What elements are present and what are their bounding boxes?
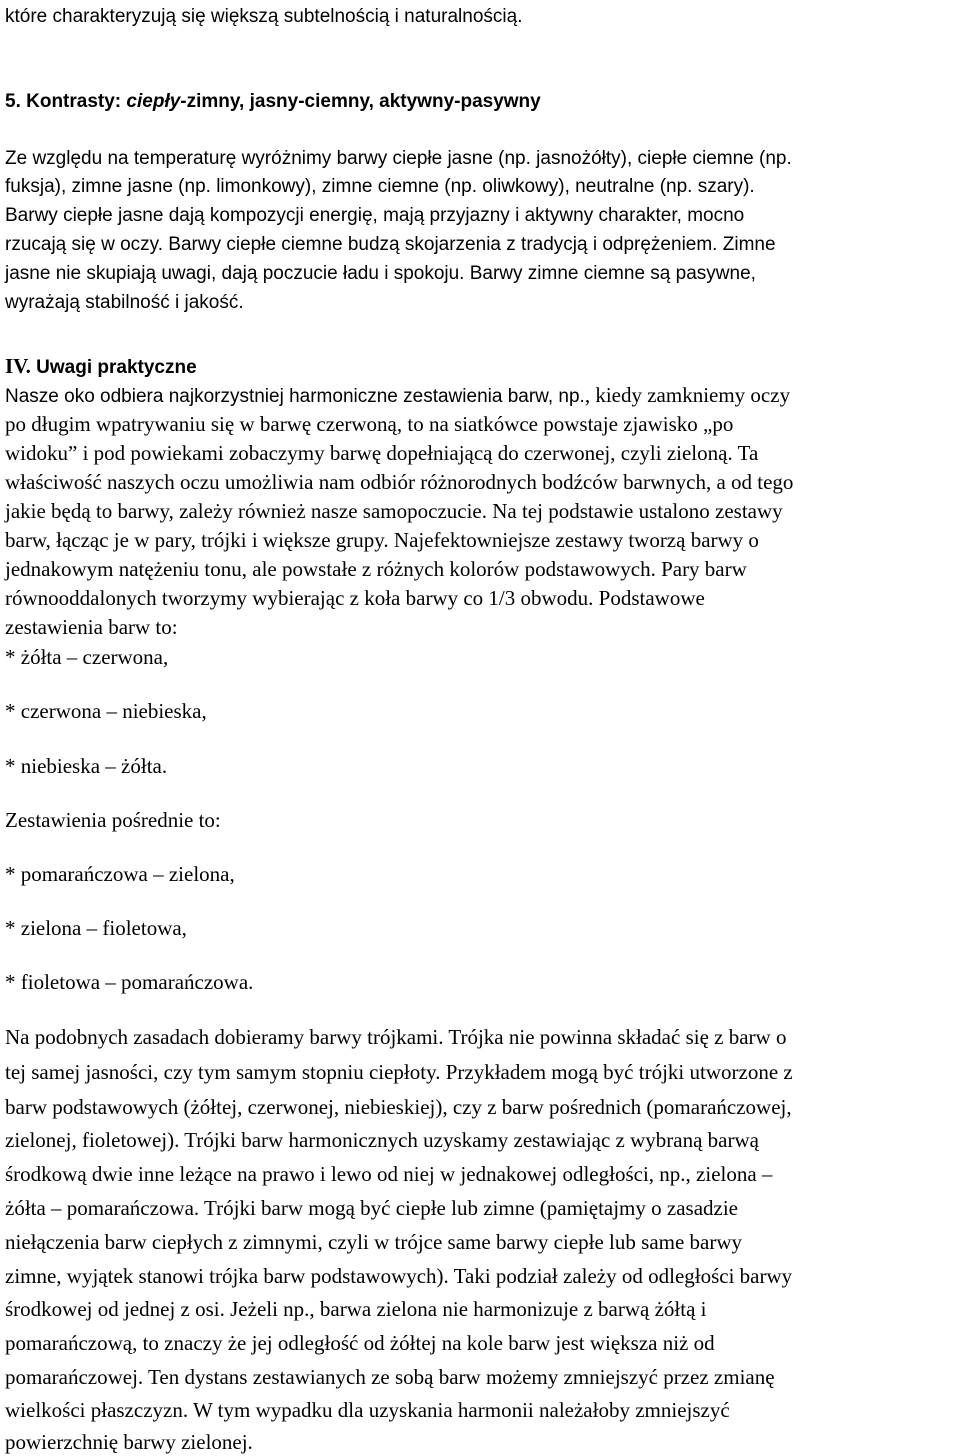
- intermediate-pair-item: * fioletowa – pomarańczowa.: [5, 970, 254, 994]
- section-iv-text-line: właściwość naszych oczu umożliwia nam odbiór różnorodnych bodźców barwnych, a od tego: [5, 470, 794, 494]
- section-5-text-line: Barwy ciepłe jasne dają kompozycji energię, mają przyjazny i aktywny charakter, mocno: [5, 205, 745, 226]
- intermediate-pair-item: * zielona – fioletowa,: [5, 916, 187, 940]
- section-5-heading-italic: ciepły: [126, 91, 181, 112]
- triads-text-line: tej samej jasności, czy tym samym stopniu ciepłoty. Przykładem mogą być trójki utworzone z: [5, 1060, 793, 1084]
- section-iv-text-line: jednakowym natężeniu tonu, ale powstałe z różnych kolorów podstawowych. Pary barw: [5, 557, 747, 581]
- triads-text-line: powierzchnię barwy zielonej.: [5, 1430, 253, 1454]
- section-iv-text-line: widoku” i pod powiekami zobaczymy barwę dopełniającą do czerwonej, czyli zieloną. Ta: [5, 441, 759, 465]
- triads-text-line: zimne, wyjątek stanowi trójka barw podstawowych). Taki podział zależy od odległości barwy: [5, 1264, 793, 1288]
- basic-pair-item: * żółta – czerwona,: [5, 645, 169, 669]
- intermediate-pair-item: * pomarańczowa – zielona,: [5, 862, 235, 886]
- triads-text-line: barw podstawowych (żółtej, czerwonej, niebieskiej), czy z barw pośrednich (pomarańczowej,: [5, 1095, 792, 1119]
- section-iv-number: IV.: [5, 354, 31, 378]
- section-iv-text-line: barw, łącząc je w pary, trójki i większe grupy. Najefektowniejsze zestawy tworzą barwy o: [5, 528, 759, 552]
- triads-text-line: Na podobnych zasadach dobieramy barwy trójkami. Trójka nie powinna składać się z barw o: [5, 1025, 787, 1049]
- triads-text-line: wielkości płaszczyzn. W tym wypadku dla uzyskania harmonii należałoby zmniejszyć: [5, 1398, 730, 1422]
- section-5-heading-prefix: 5. Kontrasty:: [5, 91, 127, 112]
- intermediate-title: Zestawienia pośrednie to:: [5, 808, 221, 832]
- triads-text-line: pomarańczową, to znaczy że jej odległość od żółtej na kole barw jest większa niż od: [5, 1331, 715, 1355]
- section-iv-first-line: [5, 381, 790, 411]
- triads-text-line: pomarańczowej. Ten dystans zestawianych ze sobą barw możemy zmniejszyć przez zmianę: [5, 1365, 775, 1389]
- section-5-text-line: fuksja), zimne jasne (np. limonkowy), zimne ciemne (np. oliwkowy), neutralne (np. szary).: [5, 176, 755, 197]
- triads-text-line: niełączenia barw ciepłych z zimnymi, czyli w trójce same barwy ciepłe lub same barwy: [5, 1230, 743, 1254]
- basic-pair-item: * czerwona – niebieska,: [5, 699, 207, 723]
- section-iv-text-line: po długim wpatrywaniu się w barwę czerwoną, to na siatkówce powstaje zjawisko „po: [5, 412, 734, 436]
- section-iv-text-line: równooddalonych tworzymy wybierając z koła barwy co 1/3 obwodu. Podstawowe: [5, 586, 705, 610]
- triads-text-line: środkową dwie inne leżące na prawo i lewo od niej w jednakowej odległości, np., zielona –: [5, 1162, 773, 1186]
- section-iv-title: Uwagi praktyczne: [36, 357, 197, 378]
- basic-pair-item: * niebieska – żółta.: [5, 754, 168, 778]
- section-5-text-line: wyrażają stabilność i jakość.: [5, 292, 244, 313]
- section-iv-text-line: jakie będą to barwy, zależy również nasze samopoczucie. Na tej podstawie ustalono zestawy: [5, 499, 783, 523]
- section-5-text-line: rzucają się w oczy. Barwy ciepłe ciemne budzą skojarzenia z tradycją i odprężeniem. Zimne: [5, 234, 776, 255]
- triads-text-line: środkowej od jednej z osi. Jeżeli np., barwa zielona nie harmonizuje z barwą żółtą i: [5, 1297, 707, 1321]
- section-5-heading: [5, 88, 541, 116]
- triads-text-line: zielonej, fioletowej). Trójki barw harmonicznych uzyskamy zestawiając z wybraną barwą: [5, 1128, 759, 1152]
- section-iv-heading: [5, 352, 197, 382]
- section-5-heading-suffix: -zimny, jasny-ciemny, aktywny-pasywny: [180, 91, 541, 112]
- section-iv-text-line: zestawienia barw to:: [5, 615, 178, 639]
- section-iv-first-line-sans: Nasze oko odbiera najkorzystniej harmoniczne zestawienia barw, np.: [5, 386, 585, 407]
- section-iv-first-line-serif: , kiedy zamkniemy oczy: [584, 383, 791, 407]
- intro-line: które charakteryzują się większą subtelnością i naturalnością.: [5, 6, 523, 27]
- triads-text-line: żółta – pomarańczowa. Trójki barw mogą być ciepłe lub zimne (pamiętajmy o zasadzie: [5, 1196, 739, 1220]
- section-5-text-line: Ze względu na temperaturę wyróżnimy barwy ciepłe jasne (np. jasnożółty), ciepłe ciemne (np.: [5, 148, 792, 169]
- section-5-text-line: jasne nie skupiają uwagi, dają poczucie ładu i spokoju. Barwy zimne ciemne są pasywne,: [5, 263, 756, 284]
